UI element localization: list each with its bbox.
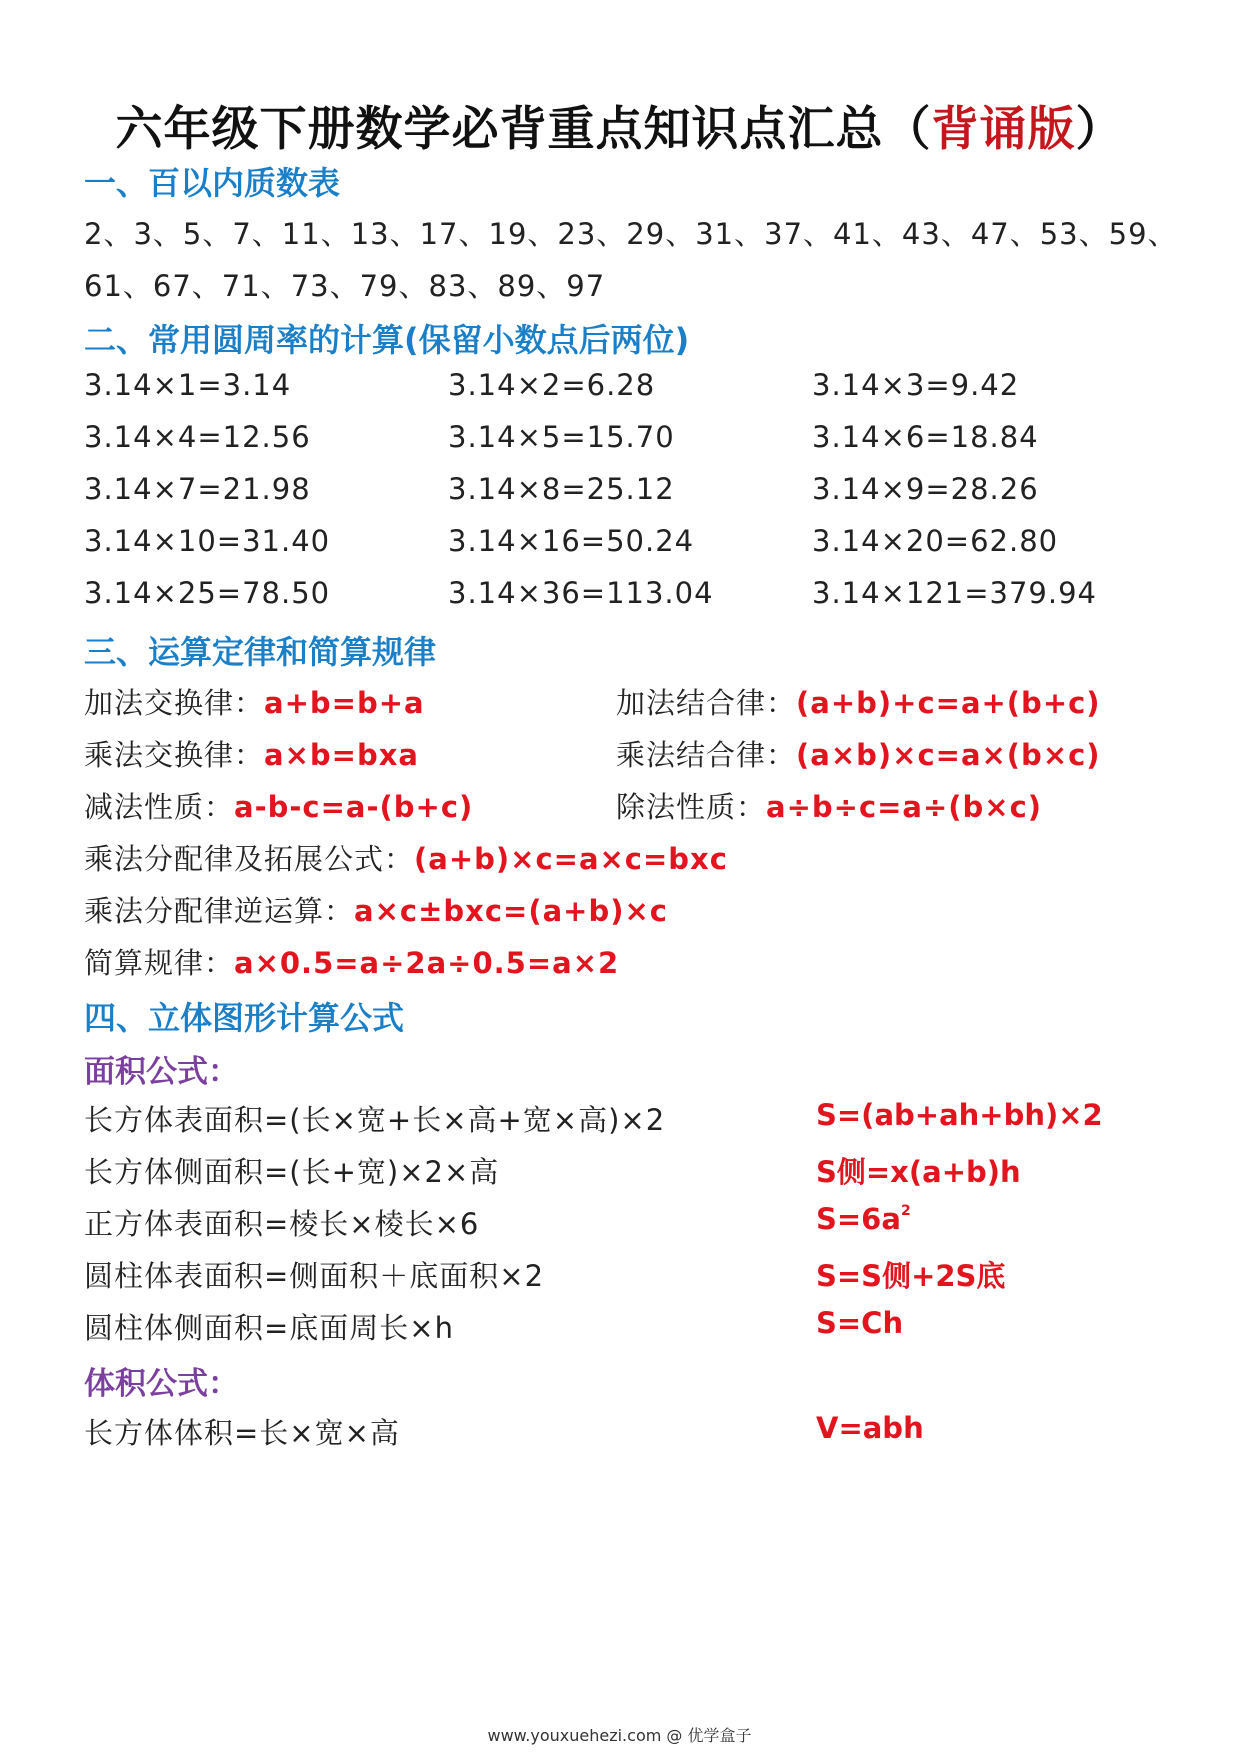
formula-text: 长方体表面积=(长×宽+长×高+宽×高)×2 [84,1103,666,1137]
pi-calc-cell: 3.14×16=50.24 [448,524,695,558]
formula-text: 圆柱体侧面积=底面周长×h [84,1311,454,1345]
formula-symbolic: S侧=x(a+b)h [816,1155,1021,1189]
pi-calc-cell: 3.14×5=15.70 [448,420,675,454]
primes-line-1: 2、3、5、7、11、13、17、19、23、29、31、37、41、43、47、53、59、 [84,217,1178,251]
law-multiplication-commutative: 乘法交换律：a×b=bxa [84,738,419,772]
law-distributive-inverse: 乘法分配律逆运算：a×c±bxc=(a+b)×c [84,894,668,928]
pi-calc-cell: 3.14×121=379.94 [812,576,1097,610]
formula-symbolic: S=(ab+ah+bh)×2 [816,1098,1103,1132]
pi-calc-cell: 3.14×36=113.04 [448,576,714,610]
area-formulas-heading: 面积公式： [84,1054,239,1090]
page-title [0,92,1239,159]
title-end: ） [1075,102,1124,157]
formula-text: 长方体体积=长×宽×高 [84,1416,400,1450]
formula-symbolic: V=abh [816,1411,924,1445]
section-3-heading: 三、运算定律和简算规律 [84,633,437,671]
pi-calc-cell: 3.14×8=25.12 [448,472,675,506]
footer-watermark: www.youxuehezi.com @ 优学盒子 [487,1726,752,1745]
pi-calc-cell: 3.14×20=62.80 [812,524,1059,558]
law-addition-commutative: 加法交换律：a+b=b+a [84,686,425,720]
title-main: 六年级下册数学必背重点知识点汇总（ [115,102,932,157]
pi-calc-cell: 3.14×25=78.50 [84,576,331,610]
formula-symbolic: S=S侧+2S底 [816,1259,1006,1293]
formula-text: 圆柱体表面积=侧面积＋底面积×2 [84,1259,545,1293]
law-shortcut-rule: 简算规律：a×0.5=a÷2a÷0.5=a×2 [84,946,620,980]
section-4-heading: 四、立体图形计算公式 [84,999,405,1037]
law-addition-associative: 加法结合律：(a+b)+c=a+(b+c) [616,686,1101,720]
formula-text: 长方体侧面积=(长+宽)×2×高 [84,1155,500,1189]
pi-calc-cell: 3.14×4=12.56 [84,420,311,454]
title-highlight: 背诵版 [931,102,1076,157]
pi-calc-cell: 3.14×2=6.28 [448,368,656,402]
law-distributive: 乘法分配律及拓展公式：(a+b)×c=a×c=bxc [84,842,728,876]
formula-symbolic: S=Ch [816,1306,904,1340]
primes-line-2: 61、67、71、73、79、83、89、97 [84,269,606,303]
law-division-property: 除法性质：a÷b÷c=a÷(b×c) [616,790,1043,824]
formula-symbolic: $S=6a^2$ [816,1202,911,1236]
pi-calc-cell: 3.14×7=21.98 [84,472,311,506]
formula-text: 正方体表面积=棱长×棱长×6 [84,1207,480,1241]
pi-calc-cell: 3.14×1=3.14 [84,368,292,402]
pi-calc-cell: 3.14×10=31.40 [84,524,331,558]
volume-formulas-heading: 体积公式： [84,1366,239,1402]
section-1-heading: 一、百以内质数表 [84,164,341,202]
law-subtraction-property: 减法性质：a-b-c=a-(b+c) [84,790,474,824]
law-multiplication-associative: 乘法结合律：(a×b)×c=a×(b×c) [616,738,1101,772]
pi-calc-cell: 3.14×6=18.84 [812,420,1039,454]
section-2-heading: 二、常用圆周率的计算(保留小数点后两位) [84,321,690,359]
pi-calc-cell: 3.14×9=28.26 [812,472,1039,506]
pi-calc-cell: 3.14×3=9.42 [812,368,1020,402]
